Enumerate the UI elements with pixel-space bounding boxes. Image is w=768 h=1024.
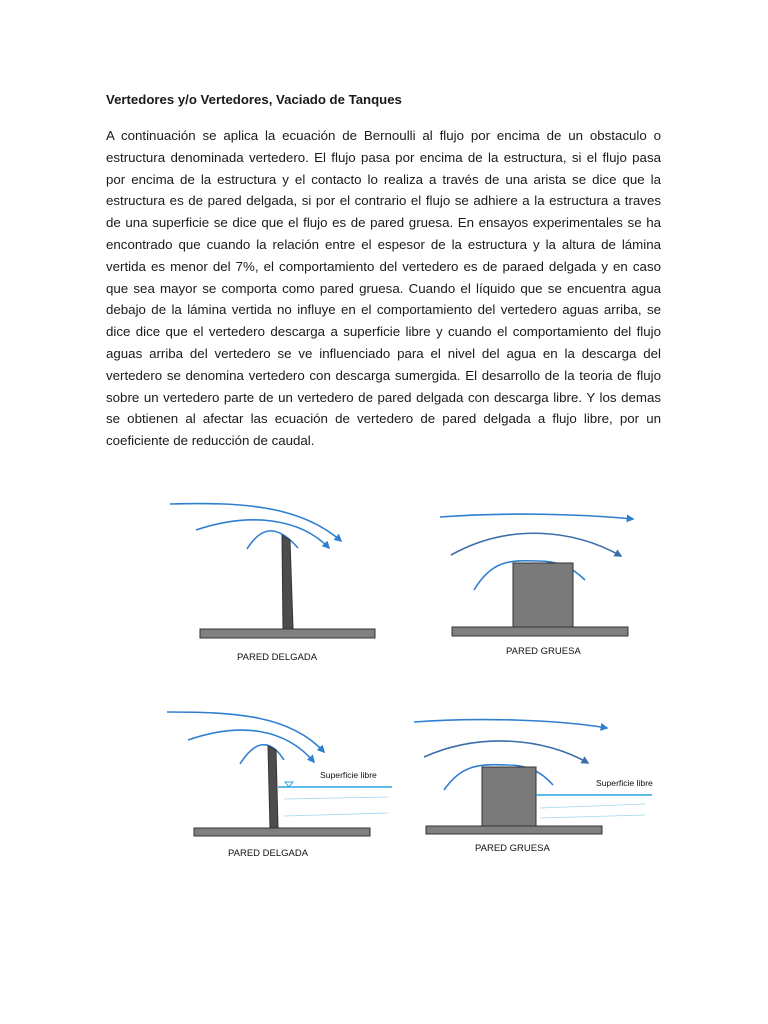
flow-line — [440, 514, 633, 519]
water-line — [540, 804, 645, 808]
thick-wall — [513, 563, 573, 627]
flow-line — [240, 745, 284, 764]
thin-wall — [282, 535, 293, 629]
free-surface-label: Superficie libre — [596, 778, 653, 788]
thick-wall — [482, 767, 536, 826]
figure-label-pared-delgada: PARED DELGADA — [237, 652, 318, 663]
flow-line — [196, 520, 329, 548]
body-paragraph: A continuación se aplica la ecuación de Bernoulli al flujo por encima de un obstaculo o estructura denominada vertedero. El flujo pasa por encima de la estructura, si el flujo pasa por encima de la estructura y el contacto lo realiza a través de una arista se dice que la estructura es de pared delgada, si por el contrario el flujo se adhiere a la estructura a traves de una superficie se dice que el flujo es de pared gruesa. En ensayos experimentales se ha encontrado que cuando la relación entre el espesor de la estructura y la altura de lámina vertida es menor del 7%, el comportamiento del vertedero es de paraed delgada y en caso que sea mayor se comporta como pared gruesa. Cuando el líquido que se encuentra agua debajo de la lámina vertida no influye en el comportamiento del vertedero aguas arriba, se dice dice que el vertedero descarga a superficie libre y cuando el comportamiento del flujo aguas arriba del vertedero se ve influenciado para el nivel del agua en la descarga del vertedero se denomina vertedero con descarga sumergida. El desarrollo de la teoria de flujo sobre un vertedero parte de un vertedero de pared delgada con descarga libre. Y los demas se obtienen al afectar las ecuación de vertedero de pared delgada a flujo libre, por un coeficiente de reducción de caudal. — [106, 128, 661, 449]
flow-line — [414, 720, 607, 728]
flow-line — [170, 504, 341, 541]
water-line — [284, 813, 388, 816]
thin-weir-diagram-top — [170, 504, 375, 638]
figure-label-pared-gruesa: PARED GRUESA — [475, 843, 550, 854]
thick-weir-diagram-bottom — [414, 720, 653, 834]
water-line — [540, 815, 645, 818]
thin-wall — [268, 746, 278, 828]
flow-line — [188, 730, 314, 762]
flow-line — [424, 741, 588, 763]
base-plate — [452, 627, 628, 636]
figure-label-pared-delgada: PARED DELGADA — [228, 848, 309, 859]
document-title: Vertedores y/o Vertedores, Vaciado de Tanques — [106, 92, 402, 107]
free-surface-label: Superficie libre — [320, 770, 377, 780]
flow-line — [167, 712, 324, 752]
water-line — [284, 797, 388, 799]
base-plate — [194, 828, 370, 836]
flow-line — [451, 533, 621, 556]
base-plate — [200, 629, 375, 638]
thick-weir-diagram-top — [440, 514, 633, 636]
thin-weir-diagram-bottom — [167, 712, 392, 836]
base-plate — [426, 826, 602, 834]
water-level-icon — [285, 782, 293, 787]
figure-label-pared-gruesa: PARED GRUESA — [506, 646, 581, 657]
